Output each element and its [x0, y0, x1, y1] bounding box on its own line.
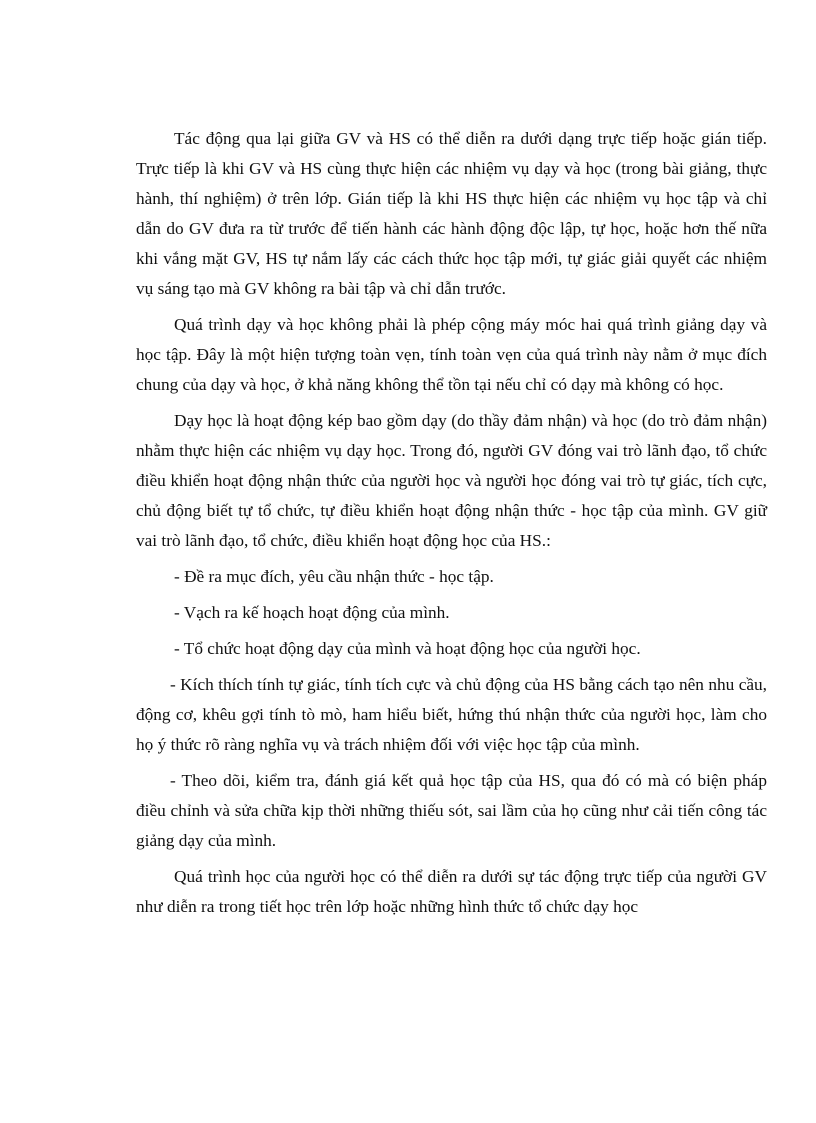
document-body: [136, 124, 767, 928]
bullet-item-set-goals: - Đề ra mục đích, yêu cầu nhận thức - học tập.: [174, 567, 494, 586]
bullet-item-stimulate-initiative: - Kích thích tính tự giác, tính tích cực và chủ động của HS bằng cách tạo nên nhu cầu, động cơ, khêu gợi tính tò mò, ham hiểu biết, hứng thú nhận thức của người học, làm cho họ ý thức rõ ràng nghĩa vụ và trách nhiệm đối với việc học tập của mình.: [136, 675, 767, 754]
bullet-item-organize-activities: - Tổ chức hoạt động dạy của mình và hoạt động học của người học.: [174, 639, 641, 658]
paragraph-teaching-learning-unity: Quá trình dạy và học không phải là phép cộng máy móc hai quá trình giảng dạy và học tập. Đây là một hiện tượng toàn vẹn, tính toàn vẹn của quá trình này nằm ở mục đích chung của dạy và học, ở khả năng không thể tồn tại nếu chỉ có dạy mà không có học.: [136, 315, 767, 394]
bullet-item-monitor-evaluate: - Theo dõi, kiểm tra, đánh giá kết quả học tập của HS, qua đó có mà có biện pháp điều chỉnh và sửa chữa kịp thời những thiếu sót, sai lầm của họ cũng như cải tiến công tác giảng dạy của mình.: [136, 771, 767, 850]
bullet-item-plan-activities: - Vạch ra kế hoạch hoạt động của mình.: [174, 603, 450, 622]
paragraph-direct-indirect-interaction: Tác động qua lại giữa GV và HS có thể diễn ra dưới dạng trực tiếp hoặc gián tiếp. Trực tiếp là khi GV và HS cùng thực hiện các nhiệm vụ dạy và học (trong bài giảng, thực hành, thí nghiệm) ở trên lớp. Gián tiếp là khi HS thực hiện các nhiệm vụ học tập và chỉ dẫn do GV đưa ra từ trước để tiến hành các hành động độc lập, tự học, hoặc hơn thế nữa khi vắng mặt GV, HS tự nắm lấy các cách thức học tập mới, tự giác giải quyết các nhiệm vụ sáng tạo mà GV không ra bài tập và chỉ dẫn trước.: [136, 129, 767, 298]
paragraph-dual-activity: Dạy học là hoạt động kép bao gồm dạy (do thầy đảm nhận) và học (do trò đảm nhận) nhằm thực hiện các nhiệm vụ dạy học. Trong đó, người GV đóng vai trò lãnh đạo, tổ chức điều khiển hoạt động nhận thức của người học và người học đóng vai trò tự giác, tích cực, chủ động biết tự tổ chức, tự điều khiển hoạt động nhận thức - học tập của mình. GV giữ vai trò lãnh đạo, tổ chức, điều khiển hoạt động học của HS.:: [136, 411, 767, 550]
paragraph-learning-process: Quá trình học của người học có thể diễn ra dưới sự tác động trực tiếp của người GV như diễn ra trong tiết học trên lớp hoặc những hình thức tổ chức dạy học: [136, 867, 767, 916]
